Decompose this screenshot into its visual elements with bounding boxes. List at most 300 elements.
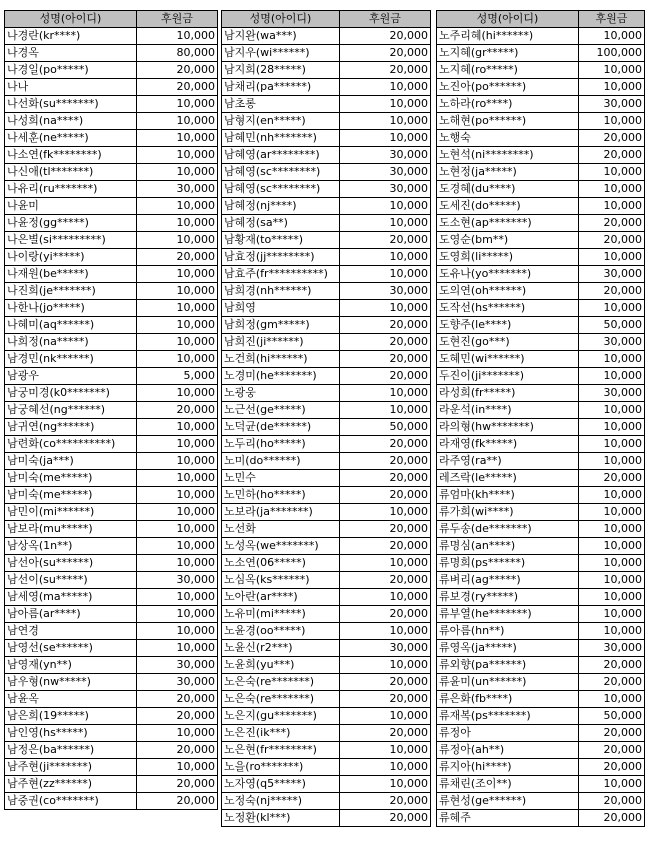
table-row [437,62,645,79]
donor-name-cell: 라재영(fk*****) [437,436,579,453]
donor-name-cell: 남형지(en*****) [222,113,340,130]
table-row [5,334,218,351]
donation-amount-cell: 30,000 [579,640,645,657]
donor-name-cell: 남지희(28*****) [222,62,340,79]
donor-name-cell: 남미숙(ja***) [5,453,137,470]
table-row [5,504,218,521]
donor-name-cell: 나선화(su*******) [5,96,137,113]
table-row [222,589,431,606]
table-row [437,334,645,351]
donation-amount-cell: 10,000 [579,62,645,79]
donation-amount-cell: 10,000 [137,266,218,283]
table-row [5,674,218,691]
donor-name-cell: 도세진(do*****) [437,198,579,215]
donation-amount-cell: 30,000 [340,181,431,198]
donation-amount-cell: 10,000 [579,419,645,436]
table-row [437,691,645,708]
table-row [437,453,645,470]
table-row [437,96,645,113]
donor-name-cell: 나성희(na****) [5,113,137,130]
table-row [222,300,431,317]
donor-name-cell: 남인영(hs*****) [5,725,137,742]
table-row [222,368,431,385]
donation-amount-cell: 10,000 [340,96,431,113]
donor-name-cell: 노지혜(ro*****) [437,62,579,79]
donation-amount-cell: 50,000 [340,419,431,436]
donor-name-cell: 남혜영(ar********) [222,147,340,164]
donation-amount-cell: 100,000 [579,45,645,62]
table-row [222,317,431,334]
donor-name-cell: 노지혜(gr*****) [437,45,579,62]
table-row [5,555,218,572]
donor-name-cell: 도유나(yo*******) [437,266,579,283]
table-row [5,589,218,606]
donor-name-cell: 류아름(hn**) [437,623,579,640]
donor-name-cell: 남련화(co**********) [5,436,137,453]
donation-amount-cell: 20,000 [137,776,218,793]
donation-amount-cell: 10,000 [579,368,645,385]
donor-name-cell: 류두송(de*******) [437,521,579,538]
donor-name-cell: 나유리(ru*******) [5,181,137,198]
donor-name-cell: 남상옥(1n**) [5,538,137,555]
donation-amount-cell: 10,000 [340,249,431,266]
table-row [5,181,218,198]
donor-name-cell: 류벼리(ag*****) [437,572,579,589]
donor-name-cell: 도현진(go***) [437,334,579,351]
donation-amount-cell: 20,000 [340,317,431,334]
donor-name-cell: 남혜민(nh*******) [222,130,340,147]
table-row [222,810,431,827]
donor-name-cell: 나은별(si*********) [5,232,137,249]
table-row [437,572,645,589]
donation-amount-cell: 10,000 [137,470,218,487]
donor-name-cell: 남영선(se******) [5,640,137,657]
donor-name-cell: 류지아(hi****) [437,759,579,776]
donor-name-cell: 남효주(fr**********) [222,266,340,283]
table-row [5,793,218,810]
donation-amount-cell: 10,000 [137,283,218,300]
table-row [222,538,431,555]
table-row [437,504,645,521]
donation-amount-cell: 10,000 [137,623,218,640]
donation-amount-cell: 10,000 [137,130,218,147]
donor-name-cell: 노하라(ro****) [437,96,579,113]
table-row [5,538,218,555]
table-row [5,249,218,266]
table-row [437,742,645,759]
donor-name-cell: 류정아(ah**) [437,742,579,759]
donor-name-cell: 류엄마(kh****) [437,487,579,504]
table-row [437,725,645,742]
donation-amount-cell: 10,000 [137,555,218,572]
donation-amount-cell: 20,000 [340,691,431,708]
table-row [222,215,431,232]
donation-amount-cell: 20,000 [340,334,431,351]
table-row [222,113,431,130]
table-row [222,487,431,504]
donor-name-cell: 나혜미(aq******) [5,317,137,334]
table-row [5,283,218,300]
donor-table-2 [221,10,431,827]
table-row [222,725,431,742]
donor-name-cell: 남황재(to*****) [222,232,340,249]
donation-amount-cell: 20,000 [579,810,645,827]
donor-name-cell: 나윤정(gg*****) [5,215,137,232]
table-row [5,487,218,504]
table-row [5,402,218,419]
donation-amount-cell: 20,000 [579,793,645,810]
table-row [5,215,218,232]
donor-name-cell: 류명희(ps******) [437,555,579,572]
donation-amount-cell: 10,000 [579,555,645,572]
table-row [222,351,431,368]
donation-amount-cell: 10,000 [579,181,645,198]
donation-amount-cell: 20,000 [137,691,218,708]
donor-name-cell: 남혜정(sa**) [222,215,340,232]
table-row [222,62,431,79]
table-row [437,249,645,266]
donation-amount-cell: 20,000 [137,249,218,266]
donation-amount-cell: 10,000 [340,113,431,130]
table-row [437,623,645,640]
table-row [222,198,431,215]
donation-amount-cell: 20,000 [340,368,431,385]
donation-amount-cell: 10,000 [579,691,645,708]
donor-name-cell: 나나 [5,79,137,96]
table-row [222,708,431,725]
table-row [222,572,431,589]
donor-name-cell: 노윤희(yu***) [222,657,340,674]
donor-name-cell: 남궁혜선(ng******) [5,402,137,419]
table-row [222,79,431,96]
amount-column-header: 후원금 [340,11,431,28]
donor-name-cell: 나경옥 [5,45,137,62]
donation-amount-cell: 10,000 [579,538,645,555]
donation-amount-cell: 20,000 [579,742,645,759]
donor-name-cell: 남우형(nw*****) [5,674,137,691]
donor-name-cell: 라성희(fr*****) [437,385,579,402]
table-row [5,45,218,62]
donation-amount-cell: 10,000 [340,504,431,521]
table-row [437,708,645,725]
donor-name-cell: 남보라(mu*****) [5,521,137,538]
table-row [437,776,645,793]
table-row [222,521,431,538]
table-row [5,96,218,113]
donation-amount-cell: 10,000 [340,198,431,215]
table-row [222,657,431,674]
donation-amount-cell: 20,000 [137,402,218,419]
table-row [5,130,218,147]
donation-amount-cell: 20,000 [579,283,645,300]
donation-amount-cell: 10,000 [137,725,218,742]
donor-name-cell: 노자영(q5*****) [222,776,340,793]
donation-amount-cell: 10,000 [340,385,431,402]
donation-amount-cell: 10,000 [137,640,218,657]
donor-name-cell: 남혜정(nj****) [222,198,340,215]
donation-amount-cell: 20,000 [579,759,645,776]
donor-name-cell: 남광우 [5,368,137,385]
donation-amount-cell: 20,000 [137,79,218,96]
donor-name-cell: 남중권(co*******) [5,793,137,810]
donation-amount-cell: 10,000 [137,28,218,45]
donor-name-cell: 노민하(ho*****) [222,487,340,504]
table-row [5,266,218,283]
table-row [222,130,431,147]
table-row [222,470,431,487]
donation-amount-cell: 50,000 [579,317,645,334]
donor-name-cell: 노아란(ar****) [222,589,340,606]
table-row [5,79,218,96]
donor-name-cell: 남은희(19*****) [5,708,137,725]
donor-name-cell: 노현석(ni********) [437,147,579,164]
donation-amount-cell: 10,000 [137,606,218,623]
donor-name-cell: 나경일(po*****) [5,62,137,79]
donation-amount-cell: 20,000 [579,232,645,249]
donor-name-cell: 남선아(su******) [5,555,137,572]
donor-name-cell: 남초롱 [222,96,340,113]
donation-amount-cell: 10,000 [340,742,431,759]
donation-amount-cell: 10,000 [137,198,218,215]
table-row [5,300,218,317]
table-row [222,623,431,640]
table-row [5,62,218,79]
donation-amount-cell: 10,000 [579,487,645,504]
donation-amount-cell: 20,000 [340,793,431,810]
table-row [5,28,218,45]
donation-amount-cell: 10,000 [579,402,645,419]
donor-name-cell: 남미숙(me*****) [5,470,137,487]
table-row [437,555,645,572]
table-row [222,640,431,657]
donor-name-cell: 도혜민(wi******) [437,351,579,368]
table-row [222,793,431,810]
donor-name-cell: 도소현(ap*******) [437,215,579,232]
table-row [5,368,218,385]
donation-amount-cell: 10,000 [340,759,431,776]
table-row [437,351,645,368]
table-row [222,419,431,436]
donation-amount-cell: 10,000 [340,623,431,640]
donation-amount-cell: 30,000 [137,181,218,198]
donor-name-cell: 노두리(ho*****) [222,436,340,453]
donor-name-cell: 남윤옥 [5,691,137,708]
table-row [222,453,431,470]
donor-name-cell: 노은현(fr********) [222,742,340,759]
donation-amount-cell: 30,000 [579,266,645,283]
donation-amount-cell: 30,000 [340,640,431,657]
donation-amount-cell: 20,000 [340,45,431,62]
table-row [222,45,431,62]
donor-name-cell: 노근선(ge*****) [222,402,340,419]
donation-amount-cell: 10,000 [340,776,431,793]
donation-amount-cell: 20,000 [340,606,431,623]
donor-name-cell: 남주현(ji*******) [5,759,137,776]
table-row [437,487,645,504]
table-row [222,334,431,351]
donor-name-cell: 남희진(ji******) [222,334,340,351]
donor-name-cell: 노심옥(ks******) [222,572,340,589]
donation-amount-cell: 10,000 [579,300,645,317]
donor-name-cell: 노덕균(de******) [222,419,340,436]
donor-name-cell: 남경민(nk******) [5,351,137,368]
table-row [437,606,645,623]
donor-name-cell: 노현정(ja*****) [437,164,579,181]
table-row [222,606,431,623]
donation-amount-cell: 20,000 [340,351,431,368]
donor-name-cell: 라의형(hw*******) [437,419,579,436]
donor-name-cell: 남미숙(me*****) [5,487,137,504]
donor-name-cell: 도영순(bm**) [437,232,579,249]
donor-name-cell: 노은지(gu*******) [222,708,340,725]
table-row [437,266,645,283]
donor-name-cell: 남희정(gm*****) [222,317,340,334]
donor-name-cell: 남지완(wa***) [222,28,340,45]
donation-amount-cell: 20,000 [137,742,218,759]
donation-amount-cell: 10,000 [579,198,645,215]
donor-name-cell: 노정숙(nj*****) [222,793,340,810]
table-row [437,538,645,555]
donation-amount-cell: 20,000 [579,725,645,742]
donor-name-cell: 남영재(yn**) [5,657,137,674]
donor-name-cell: 나한나(jo*****) [5,300,137,317]
donation-amount-cell: 20,000 [340,810,431,827]
donation-amount-cell: 30,000 [137,674,218,691]
donor-name-cell: 두진이(ji*******) [437,368,579,385]
donor-name-cell: 도향주(le****) [437,317,579,334]
table-row [222,385,431,402]
table-row [222,232,431,249]
table-row [5,640,218,657]
donor-name-cell: 나신애(tl*******) [5,164,137,181]
donation-amount-cell: 10,000 [579,436,645,453]
table-row [437,385,645,402]
table-row [5,385,218,402]
table-row [437,470,645,487]
donation-amount-cell: 10,000 [579,776,645,793]
donor-name-cell: 류가희(wi****) [437,504,579,521]
table-row [222,402,431,419]
donation-amount-cell: 30,000 [579,334,645,351]
table-row [437,759,645,776]
donation-amount-cell: 10,000 [137,419,218,436]
table-row [222,249,431,266]
table-row [437,79,645,96]
donation-amount-cell: 10,000 [579,589,645,606]
donation-amount-cell: 10,000 [579,504,645,521]
donation-amount-cell: 10,000 [137,147,218,164]
donation-amount-cell: 10,000 [137,232,218,249]
donor-name-cell: 노은진(ik***) [222,725,340,742]
donation-amount-cell: 20,000 [340,62,431,79]
donor-name-cell: 남효정(jj********) [222,249,340,266]
donor-name-cell: 남채리(pa******) [222,79,340,96]
donation-amount-cell: 10,000 [137,453,218,470]
donor-name-cell: 류재복(ps*******) [437,708,579,725]
table-row [437,300,645,317]
table-row [222,28,431,45]
donation-amount-cell: 10,000 [579,453,645,470]
table-row [437,419,645,436]
donation-amount-cell: 10,000 [137,96,218,113]
donor-name-cell: 노선화 [222,521,340,538]
donor-name-cell: 류현성(ge******) [437,793,579,810]
table-row [5,198,218,215]
donation-amount-cell: 10,000 [137,436,218,453]
donation-amount-cell: 20,000 [340,521,431,538]
table-row [222,691,431,708]
table-row [437,589,645,606]
donor-name-cell: 노은숙(re*******) [222,691,340,708]
table-row [222,147,431,164]
donor-name-cell: 나소연(fk********) [5,147,137,164]
donor-name-cell: 노을(ro*******) [222,759,340,776]
donation-amount-cell: 10,000 [340,79,431,96]
donor-name-cell: 나이랑(yi*****) [5,249,137,266]
donor-name-cell: 나경란(kr****) [5,28,137,45]
table-row [437,130,645,147]
name-column-header: 성명(아이디) [437,11,579,28]
amount-column-header: 후원금 [579,11,645,28]
donor-name-cell: 노주리혜(hi******) [437,28,579,45]
table-row [5,470,218,487]
donation-amount-cell: 10,000 [340,266,431,283]
table-header-row [222,11,431,28]
donor-name-cell: 노은숙(re*******) [222,674,340,691]
donor-name-cell: 도경혜(du****) [437,181,579,198]
donation-amount-cell: 20,000 [340,453,431,470]
donor-name-cell: 류윤미(un******) [437,674,579,691]
donor-name-cell: 류혜주 [437,810,579,827]
donation-amount-cell: 20,000 [579,215,645,232]
donation-amount-cell: 10,000 [579,606,645,623]
donation-amount-cell: 10,000 [137,334,218,351]
table-row [222,164,431,181]
table-row [5,759,218,776]
donor-name-cell: 남세영(ma*****) [5,589,137,606]
donation-amount-cell: 20,000 [340,572,431,589]
donation-amount-cell: 50,000 [579,708,645,725]
donor-name-cell: 남혜영(sc********) [222,164,340,181]
donation-amount-cell: 10,000 [340,215,431,232]
table-row [437,283,645,300]
donor-name-cell: 나재원(be*****) [5,266,137,283]
table-row [222,283,431,300]
donation-amount-cell: 20,000 [137,62,218,79]
donor-name-cell: 노성옥(we*******) [222,538,340,555]
donor-name-cell: 노보라(ja*******) [222,504,340,521]
donation-amount-cell: 10,000 [340,402,431,419]
donor-name-cell: 노소연(06*****) [222,555,340,572]
donor-name-cell: 남정은(ba******) [5,742,137,759]
donor-table-1 [4,10,218,810]
donation-amount-cell: 20,000 [340,436,431,453]
donor-name-cell: 남혜영(sc********) [222,181,340,198]
donation-amount-cell: 10,000 [340,300,431,317]
donation-amount-cell: 30,000 [340,283,431,300]
donation-amount-cell: 10,000 [137,487,218,504]
donation-amount-cell: 10,000 [340,657,431,674]
donor-name-cell: 노윤경(oo*****) [222,623,340,640]
donor-name-cell: 남선이(su*****) [5,572,137,589]
donor-name-cell: 남궁미경(k0*******) [5,385,137,402]
table-row [222,555,431,572]
table-row [5,521,218,538]
donor-name-cell: 류영옥(ja*****) [437,640,579,657]
donation-amount-cell: 20,000 [340,28,431,45]
table-row [5,725,218,742]
donation-amount-cell: 20,000 [137,708,218,725]
